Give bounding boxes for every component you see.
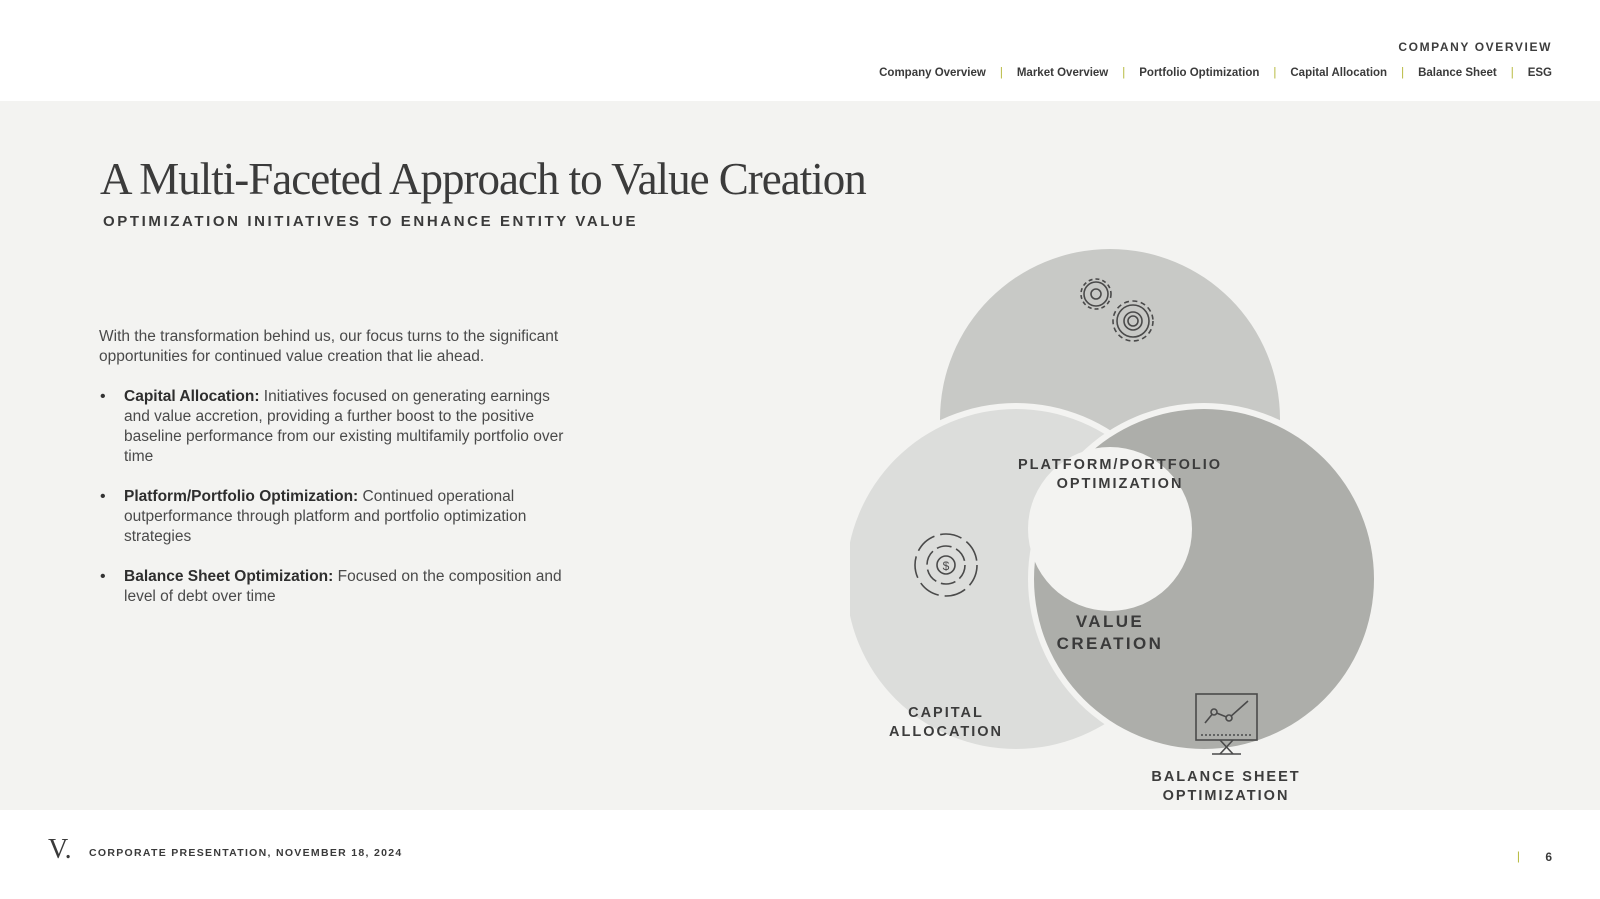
svg-text:$: $: [942, 559, 950, 573]
bullet-text: Initiatives focused on generating earnings and value accretion, providing a further boost to the positive baseline performance from our existing multifamily portfolio over time: [124, 388, 564, 465]
bullet-term: Capital Allocation:: [124, 388, 260, 405]
footer: [0, 810, 1600, 899]
diagram-graphic: [850, 249, 1410, 769]
slide-title: A Multi-Faceted Approach to Value Creation: [100, 154, 866, 204]
page-number: 6: [1545, 850, 1552, 864]
bullet-balance-sheet: [99, 567, 569, 607]
nav-separator: |: [1401, 67, 1405, 79]
section-title: COMPANY OVERVIEW: [1398, 40, 1552, 54]
slide-body: [0, 101, 1600, 810]
nav-separator: |: [999, 67, 1003, 79]
label-platform-portfolio: PLATFORM/PORTFOLIO OPTIMIZATION: [1017, 457, 1223, 492]
nav-separator: |: [1510, 67, 1514, 79]
bullet-capital-allocation: [99, 387, 569, 467]
top-nav: [879, 67, 1552, 79]
bullet-list: [99, 387, 569, 607]
nav-separator: |: [1273, 67, 1277, 79]
intro-paragraph: With the transformation behind us, our focus turns to the significant opportunities for continued value creation that lie ahead.: [99, 328, 559, 365]
nav-market-overview[interactable]: Market Overview: [1016, 67, 1109, 79]
label-capital-allocation: CAPITAL ALLOCATION: [889, 705, 1003, 740]
nav-balance-sheet[interactable]: Balance Sheet: [1418, 67, 1497, 79]
value-creation-diagram: [850, 249, 1410, 804]
nav-capital-allocation[interactable]: Capital Allocation: [1290, 67, 1388, 79]
header: [0, 0, 1600, 101]
slide-subtitle: OPTIMIZATION INITIATIVES TO ENHANCE ENTITY VALUE: [103, 213, 639, 230]
label-balance-sheet: BALANCE SHEET OPTIMIZATION: [1151, 769, 1301, 804]
bullet-text: Focused on the composition and level of debt over time: [124, 568, 562, 605]
body-text: [99, 327, 569, 627]
bullet-text: Continued operational outperformance through platform and portfolio optimization strategies: [124, 488, 527, 545]
label-value-creation: VALUE CREATION: [1056, 612, 1164, 653]
company-logo: V.: [48, 834, 72, 865]
footer-caption: CORPORATE PRESENTATION, NOVEMBER 18, 2024: [89, 847, 403, 859]
bullet-term: Platform/Portfolio Optimization:: [124, 488, 359, 505]
nav-separator: |: [1122, 67, 1126, 79]
nav-esg[interactable]: ESG: [1527, 67, 1552, 79]
bullet-platform-optimization: [99, 487, 569, 547]
nav-portfolio-optimization[interactable]: Portfolio Optimization: [1139, 67, 1260, 79]
nav-company-overview[interactable]: Company Overview: [879, 67, 986, 79]
page-separator: |: [1516, 849, 1520, 863]
bullet-term: Balance Sheet Optimization:: [124, 568, 334, 585]
